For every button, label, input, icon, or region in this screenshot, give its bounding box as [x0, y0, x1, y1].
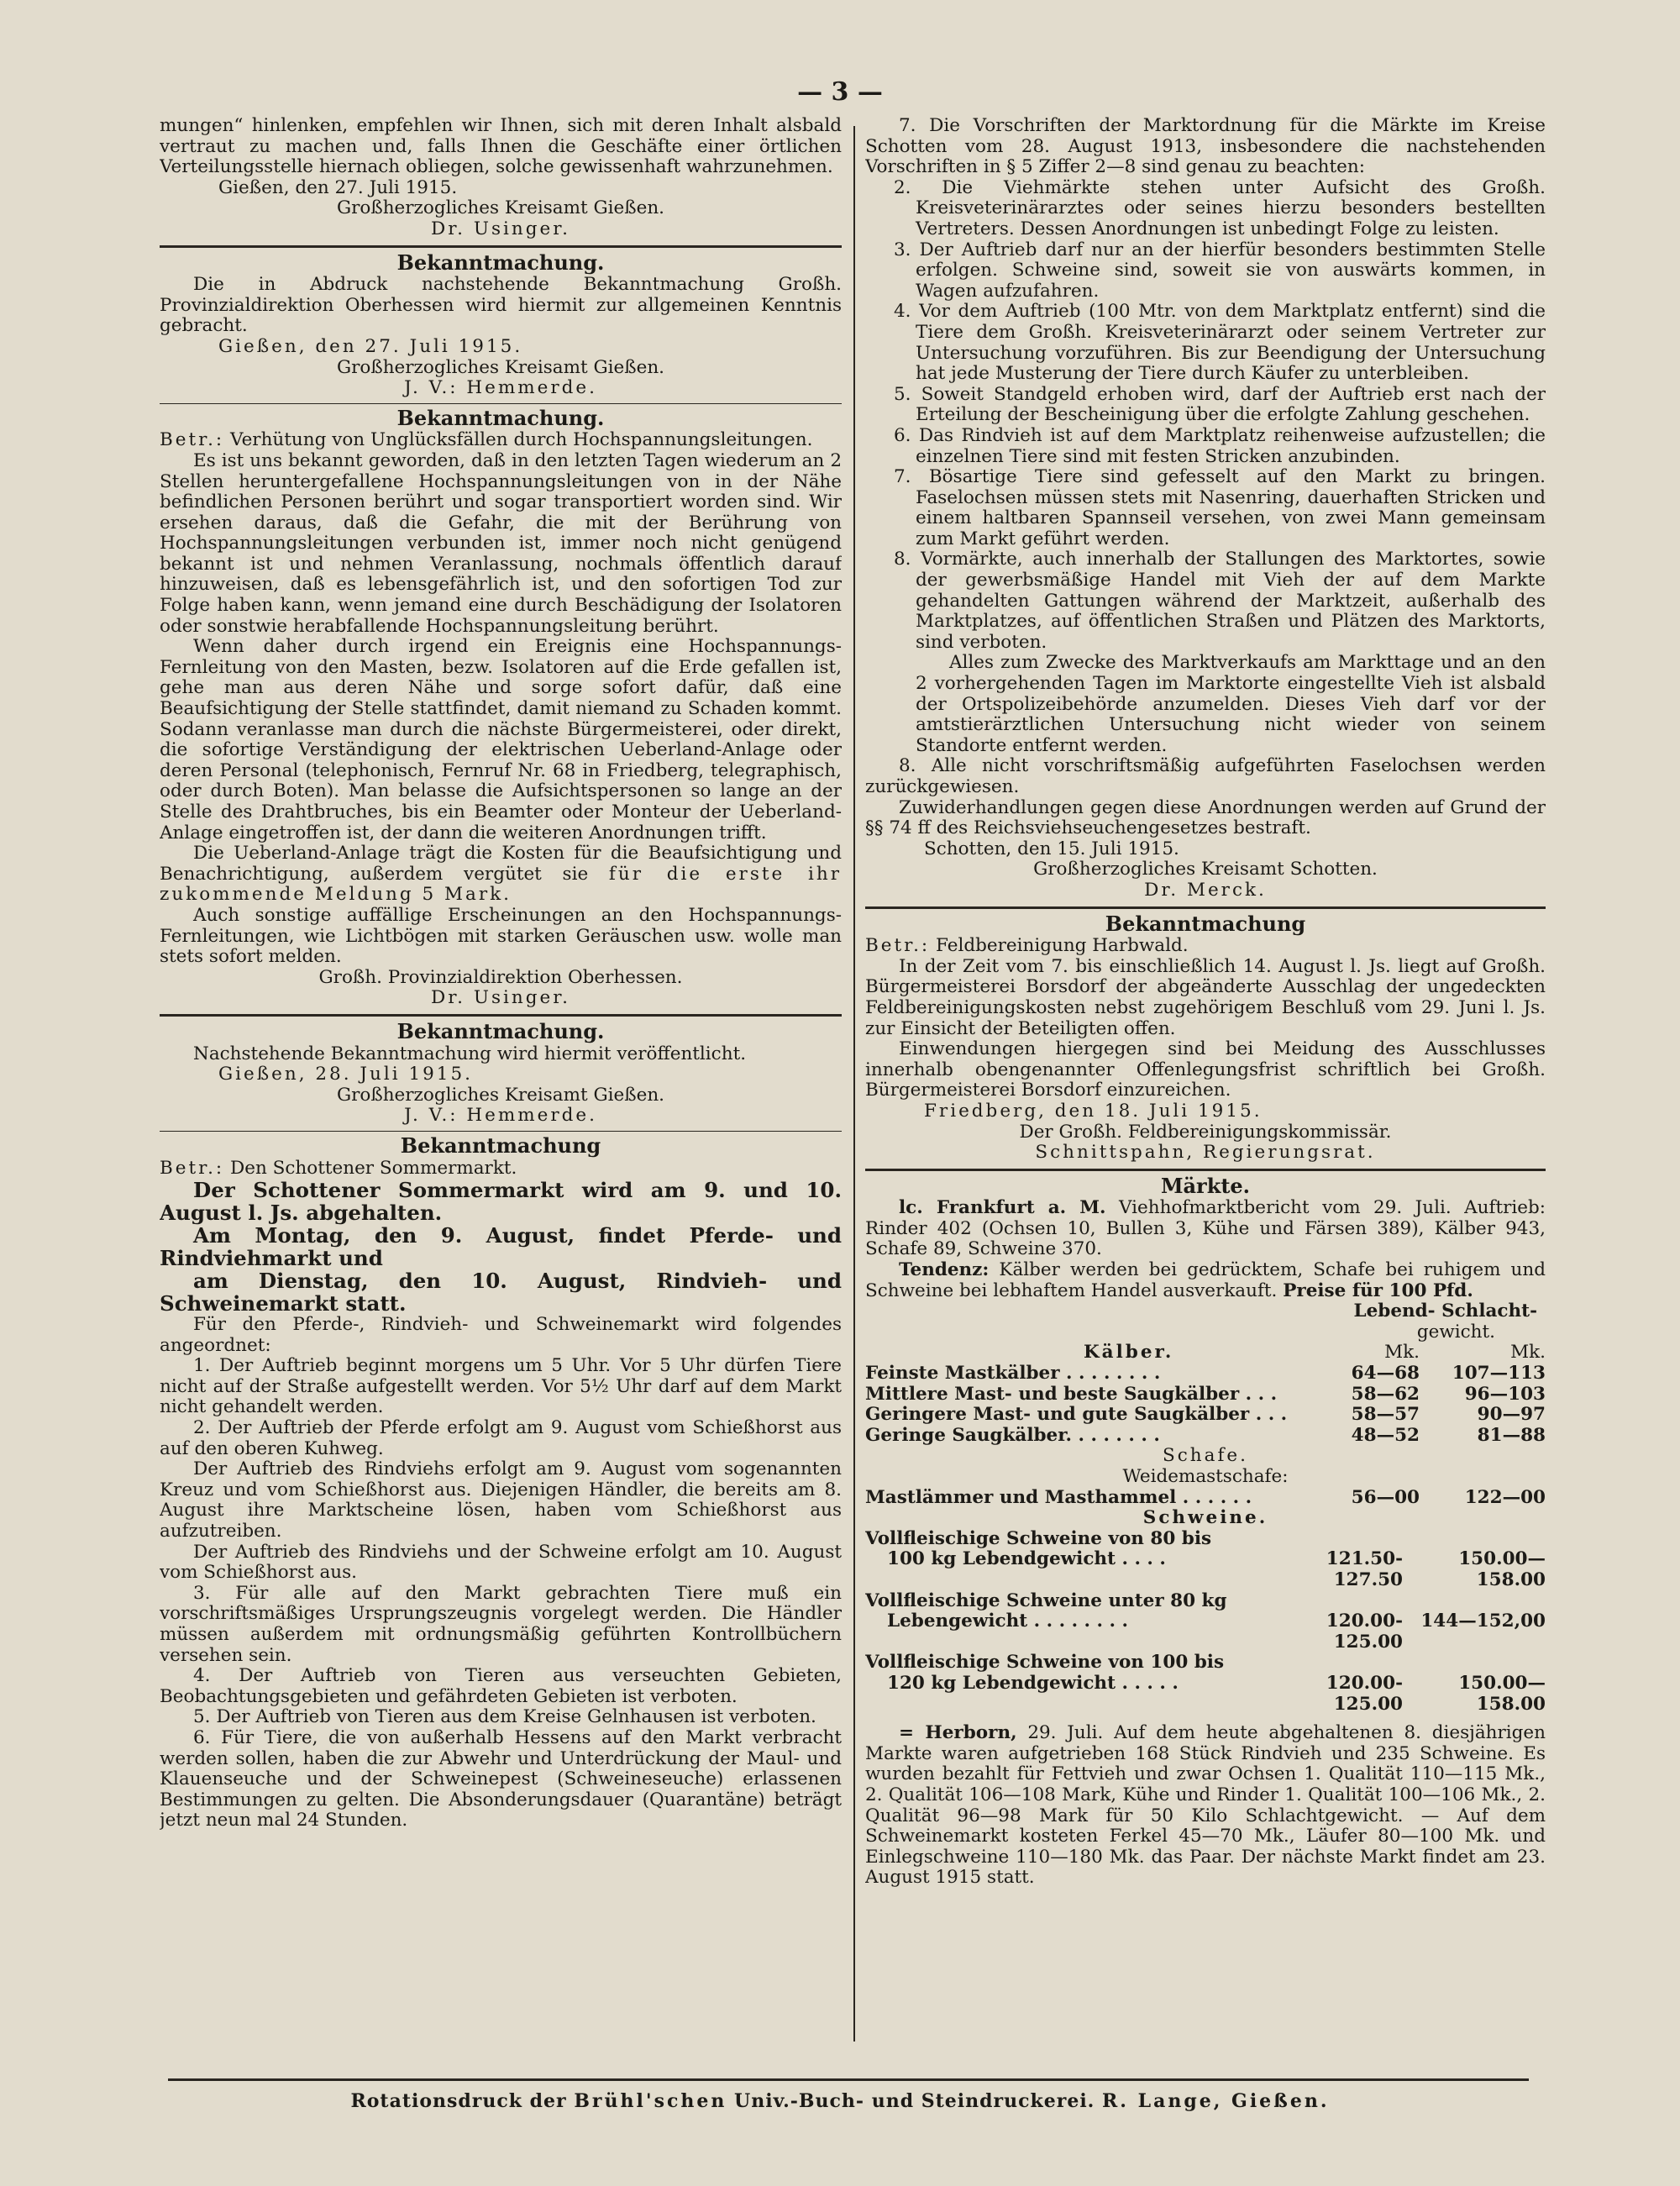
notice-date: Friedberg, den 18. Juli 1915.	[924, 1100, 1263, 1122]
rule-item: 5. Der Auftrieb von Tieren aus dem Kreise Gelnhausen ist verboten.	[193, 1706, 816, 1728]
tendenz-text: Kälber werden bei gedrücktem, Schafe bei ruhigem und Schweine bei lebhaftem Handel ausverkauft.	[865, 1259, 1546, 1301]
row-value-slaughter: 90—97	[1477, 1404, 1546, 1426]
notice-subject	[160, 1159, 842, 1180]
market-announcement: Der Schottener Sommermarkt wird am 9. und 10. August l. Js. abgehalten.	[160, 1178, 842, 1226]
notice-paragraph: Auch sonstige auffällige Erscheinungen an den Hochspannungs-Fernleitungen, wie Lichtbögen mit starken Geräuschen usw. wolle man stets sofort melden.	[160, 904, 842, 968]
sub-rule: 6. Das Rindvieh ist auf dem Marktplatz reihenweise aufzustellen; die einzelnen Tiere sind mit festen Stricken anzubinden.	[894, 424, 1546, 467]
printer-imprint	[0, 2090, 1680, 2112]
unit-label: Mk.	[1510, 1342, 1546, 1364]
row-value-slaughter: 107—113	[1452, 1363, 1546, 1385]
rule-item: Der Auftrieb des Rindviehs und der Schweine erfolgt am 10. August vom Schießhorst aus.	[160, 1541, 842, 1584]
schweine-heading: Schweine.	[1142, 1507, 1268, 1529]
sub-rule: 4. Vor dem Auftrieb (100 Mtr. von dem Marktplatz entfernt) sind die Tiere dem Großh. Kreisveterinärarzt oder seinem Vertreter zur Untersuchung vorzuführen. Bis zur Beendigung der Untersuchung hat jede Musterung der Tiere durch Käufer zu unterbleiben.	[894, 301, 1546, 385]
notice-subject	[865, 936, 1546, 957]
row-value-live: 48—52	[1351, 1424, 1420, 1446]
right-column	[865, 116, 1546, 2050]
table-row	[865, 1364, 1546, 1385]
sub-rule-cont: Alles zum Zwecke des Marktverkaufs am Markttage und an den 2 vorhergehenden Tagen im Marktorte eingestellte Vieh ist alsbald der Ortspolizeibehörde anzumelden. Dieses Vieh darf vor der amtstierärztlichen Untersuchung nicht wieder von seinem Standorte entfernt werden.	[916, 652, 1546, 756]
table-row-head	[865, 1591, 1546, 1612]
row-value-live: 58—57	[1351, 1404, 1420, 1426]
notice-date: Schotten, den 15. Juli 1915.	[924, 838, 1179, 859]
price-heading: Preise für 100 Pfd.	[1283, 1280, 1473, 1301]
notice-paragraph	[160, 843, 842, 906]
notice-signature: Schnittspahn, Regierungsrat.	[1035, 1142, 1376, 1164]
notice-signature: Dr. Merck.	[1144, 879, 1267, 901]
notice-title: Bekanntmachung	[400, 1132, 601, 1158]
row-label: 120 kg Lebendgewicht . . . . .	[887, 1673, 1179, 1694]
row-value-slaughter: 122—00	[1464, 1486, 1546, 1508]
notice-subject	[160, 430, 842, 451]
notice-title: Bekanntmachung.	[396, 405, 605, 430]
imprint-part: R. Lange, Gießen.	[1102, 2090, 1330, 2112]
row-label: Mittlere Mast- und beste Saugkälber . . .	[865, 1384, 1278, 1405]
row-value-slaughter: 144—152,00	[1420, 1611, 1546, 1632]
rule-item: 8. Alle nicht vorschriftsmäßig aufgeführten Faselochsen werden zurückgewiesen.	[865, 755, 1546, 797]
table-row	[865, 1488, 1546, 1509]
imprint-part: Brühl'schen	[574, 2090, 727, 2112]
imprint-part: Rotationsdruck der	[350, 2090, 567, 2112]
sub-rule: 8. Vormärkte, auch innerhalb der Stallungen des Marktortes, sowie der gewerbsmäßige Handel mit Vieh der auf dem Markte gehandelten Gattungen während der Marktzeit, außerhalb des Marktplatzes, auf öffentlichen Straßen und Plätzen des Marktorts, sind verboten.	[894, 549, 1546, 653]
divider	[865, 906, 1546, 909]
notice-title: Bekanntmachung	[1105, 911, 1306, 936]
row-value-live: 121.50-127.50	[1326, 1548, 1403, 1590]
imprint-part: Univ.-Buch- und Steindruckerei.	[734, 2090, 1095, 2112]
price-columns: Lebend- Schlacht-	[1353, 1301, 1537, 1322]
kaelber-heading: Kälber.	[1084, 1343, 1174, 1364]
unit-label: Mk.	[1384, 1342, 1420, 1364]
table-row-head	[865, 1529, 1546, 1550]
row-label: Vollfleischige Schweine von 80 bis	[865, 1528, 1212, 1549]
sub-rule: 3. Der Auftrieb darf nur an der hierfür besonders bestimmten Stelle erfolgen. Schweine sind, soweit sie von auswärts kommen, in Wagen aufzufahren.	[894, 239, 1546, 302]
market-report	[865, 1198, 1546, 1260]
paragraph-part: Die Ueberland-Anlage trägt die Kosten für die Beaufsichtigung und Benachrichtigung, außerdem vergütet sie	[160, 843, 842, 885]
row-label: Vollfleischige Schweine von 100 bis	[865, 1653, 1225, 1674]
notice-date: Gießen, den 27. Juli 1915.	[218, 335, 523, 357]
schweine-price-table	[865, 1529, 1546, 1715]
paragraph-emph: für die erste ihr zukommende Meldung 5 Mark.	[160, 863, 842, 906]
markets-title: Märkte.	[1160, 1173, 1251, 1198]
table-row	[865, 1549, 1546, 1590]
betr-text: Verhütung von Unglücksfällen durch Hochspannungsleitungen.	[230, 429, 813, 451]
left-column	[160, 116, 842, 2050]
betr-label: Betr.:	[160, 429, 225, 451]
table-row-head	[865, 1653, 1546, 1674]
notice-paragraph: Zuwiderhandlungen gegen diese Anordnungen werden auf Grund der §§ 74 ff des Reichsviehseuchengesetzes bestraft.	[865, 796, 1546, 839]
divider	[865, 1169, 1546, 1171]
notice-title: Bekanntmachung.	[396, 1018, 605, 1043]
row-label: Lebengewicht . . . . . . . .	[887, 1611, 1128, 1632]
notice-text: Die in Abdruck nachstehende Bekanntmachung Großh. Provinzialdirektion Oberhessen wird hiermit zur allgemeinen Kenntnis gebracht.	[160, 274, 842, 337]
notice-paragraph: Wenn daher durch irgend ein Ereignis eine Hochspannungs-Fernleitung von den Masten, bezw. Isolatoren auf die Erde gefallen ist, gehe man aus deren Nähe und sorge sofort dafür, daß eine Beaufsichtigung der Stelle stattfindet, damit niemand zu Schaden kommt. Sodann veranlasse man durch die nächste Bürgermeisterei, oder direkt, die sofortige Verständigung der elektrischen Ueberland-Anlage oder deren Personal (telephonisch, Fernruf Nr. 68 in Friedberg, telegraphisch, oder durch Boten). Man belasse die Aufsichtspersonen so lange an der Stelle des Drahtbruches, bis ein Beamter oder Monteur der Ueberland-Anlage eingetroffen ist, der dann die weiteren Anordnungen trifft.	[160, 636, 842, 843]
sub-rule: 2. Die Viehmärkte stehen unter Aufsicht des Großh. Kreisveterinärarztes oder seines hierzu besonders bestellten Vertreters. Dessen Anordnungen ist unbedingt Folge zu leisten.	[894, 176, 1546, 239]
notice-signature: J. V.: Hemmerde.	[404, 377, 597, 399]
notice-paragraph: In der Zeit vom 7. bis einschließlich 14. August l. Js. liegt auf Großh. Bürgermeisterei Borsdorf der abgeänderte Ausschlag der ungedeckten Feldbereinigungskosten nebst zugehörigem Beschluß vom 29. Juni l. Js. zur Einsicht der Beteiligten offen.	[865, 955, 1546, 1039]
row-label: Mastlämmer und Masthammel . . . . . .	[865, 1487, 1252, 1508]
row-value-slaughter: 150.00—158.00	[1458, 1672, 1546, 1715]
notice-signature: J. V.: Hemmerde.	[404, 1105, 597, 1127]
notice-paragraph: Es ist uns bekannt geworden, daß in den letzten Tagen wiederum an 2 Stellen heruntergefallene Hochspannungsleitungen von in der Nähe befindlichen Personen berührt und sogar transportiert worden sind. Wir ersehen daraus, daß die Gefahr, die mit der Berührung von Hochspannungsleitungen verbunden ist, immer noch nicht genügend bekannt ist und nehmen Veranlassung, nochmals öffentlich darauf hinzuweisen, daß es lebensgefährlich ist, und den sofortigen Tod zur Folge haben kann, wenn jemand eine durch Beschädigung der Isolatoren oder sonstwie herabfallende Hochspannungsleitung berührt.	[160, 449, 842, 637]
market-tendency	[865, 1260, 1546, 1301]
divider	[160, 1131, 842, 1132]
rule-item: 6. Für Tiere, die von außerhalb Hessens auf den Markt verbracht werden sollen, haben die zur Abwehr und Unterdrückung der Maul- und Klauenseuche und der Schweinepest (Schweineseuche) erlassenen Bestimmungen zu gelten. Die Absonderungsdauer (Quarantäne) beträgt jetzt neun mal 24 Stunden.	[160, 1726, 842, 1831]
market-place: lc. Frankfurt a. M.	[899, 1197, 1106, 1219]
page-number: — 3 —	[797, 77, 883, 107]
market-report	[865, 1723, 1546, 1889]
row-value-live: 56—00	[1351, 1486, 1420, 1508]
sub-rule: 7. Bösartige Tiere sind gefesselt auf den Markt zu bringen. Faselochsen müssen stets mit Nasenring, dauerhaften Stricken und einem haltbaren Spannseil versehen, von zwei Mann gemeinsam zum Markt geführt werden.	[894, 466, 1546, 549]
row-value-live: 120.00-125.00	[1326, 1611, 1403, 1653]
notice-paragraph: Für den Pferde-, Rindvieh- und Schweinemarkt wird folgendes angeordnet:	[160, 1314, 842, 1356]
betr-label: Betr.:	[865, 935, 931, 957]
column-divider	[853, 126, 855, 2041]
market-report-text: 29. Juli. Auf dem heute abgehaltenen 8. diesjährigen Markte waren aufgetrieben 168 Stück Rindvieh und 235 Schweine. Es wurden bezahlt für Fettvieh und zwar Ochsen 1. Qualität 110—115 Mk., 2. Qualität 106—108 Mark, Kühe und Rinder 1. Qualität 100—106 Mk., 2. Qualität 96—98 Mark für 50 Kilo Schlachtgewicht. — Auf dem Schweinemarkt kosteten Ferkel 45—70 Mk., Läufer 80—100 Mk. und Einlegschweine 110—180 Mk. das Paar. Der nächste Markt findet am 23. August 1915 statt.	[865, 1722, 1546, 1889]
tendenz-label: Tendenz:	[899, 1259, 990, 1281]
notice-office: Großherzogliches Kreisamt Schotten.	[1033, 859, 1378, 880]
row-label: Geringere Mast- und gute Saugkälber . . .	[865, 1405, 1288, 1426]
rule-item: 2. Der Auftrieb der Pferde erfolgt am 9. August vom Schießhorst aus auf den oberen Kuhweg.	[160, 1417, 842, 1459]
betr-text: Feldbereinigung Harbwald.	[936, 935, 1189, 957]
market-announcement: Am Montag, den 9. August, findet Pferde- und Rindviehmarkt und	[160, 1223, 842, 1271]
row-label: Feinste Mastkälber . . . . . . . .	[865, 1364, 1161, 1385]
footer-rule	[168, 2078, 1529, 2081]
rule-item: 1. Der Auftrieb beginnt morgens um 5 Uhr. Vor 5 Uhr dürfen Tiere nicht auf der Straße aufgestellt werden. Vor 5½ Uhr darf auf dem Markt nicht gehandelt werden.	[160, 1355, 842, 1418]
intro-signature: Dr. Usinger.	[431, 218, 570, 239]
price-subhead-row	[865, 1343, 1546, 1364]
market-report-text: Viehhofmarktbericht vom 29. Juli. Auftrieb: Rinder 402 (Ochsen 10, Bullen 3, Kühe und Färsen 389), Kälber 943, Schafe 89, Schweine 370.	[865, 1197, 1546, 1260]
row-label: Geringe Saugkälber. . . . . . . .	[865, 1425, 1160, 1446]
table-row	[865, 1426, 1546, 1447]
betr-label: Betr.:	[160, 1157, 225, 1179]
notice-signature: Dr. Usinger.	[431, 987, 570, 1009]
divider	[160, 1014, 842, 1017]
sub-rule: 5. Soweit Standgeld erhoben wird, darf der Auftrieb erst nach der Erteilung der Bescheinigung über die erfolgte Zahlung geschehen.	[894, 383, 1546, 426]
price-columns-2: gewicht.	[1416, 1321, 1495, 1343]
notice-date: Gießen, 28. Juli 1915.	[218, 1064, 474, 1085]
rule-item: 7. Die Vorschriften der Marktordnung für die Märkte im Kreise Schotten vom 28. August 1913, insbesondere die nachstehenden Vorschriften in § 5 Ziffer 2—8 sind genau zu beachten:	[865, 116, 1546, 178]
notice-office: Der Großh. Feldbereinigungskommissär.	[1019, 1121, 1392, 1143]
table-row	[865, 1405, 1546, 1426]
row-value-slaughter: 96—103	[1464, 1383, 1546, 1405]
notice-office: Großherzogliches Kreisamt Gießen.	[336, 356, 665, 378]
schafe-heading: Schafe.	[1163, 1445, 1248, 1467]
market-place: = Herborn,	[899, 1722, 1017, 1744]
betr-text: Den Schottener Sommermarkt.	[230, 1157, 517, 1179]
row-value-slaughter: 150.00—158.00	[1458, 1548, 1546, 1590]
divider	[160, 245, 842, 248]
intro-office: Großherzogliches Kreisamt Gießen.	[336, 197, 665, 219]
row-value-live: 120.00-125.00	[1326, 1672, 1403, 1715]
notice-text: Nachstehende Bekanntmachung wird hiermit veröffentlicht.	[193, 1043, 747, 1064]
intro-date: Gießen, den 27. Juli 1915.	[218, 176, 458, 198]
market-announcement: am Dienstag, den 10. August, Rindvieh- und Schweinemarkt statt.	[160, 1269, 842, 1316]
table-row	[865, 1674, 1546, 1715]
weide-heading: Weidemastschafe:	[1122, 1466, 1289, 1487]
table-row	[865, 1385, 1546, 1406]
rule-item: 4. Der Auftrieb von Tieren aus verseuchten Gebieten, Beobachtungsgebieten und gefährdeten Gebieten ist verboten.	[160, 1665, 842, 1707]
notice-title: Bekanntmachung.	[396, 250, 605, 275]
notice-office: Großherzogliches Kreisamt Gießen.	[336, 1084, 665, 1106]
kaelber-price-table	[865, 1364, 1546, 1446]
row-label: 100 kg Lebendgewicht . . . .	[887, 1549, 1166, 1570]
rule-item: Der Auftrieb des Rindviehs erfolgt am 9. August vom sogenannten Kreuz und vom Schießhorst aus. Diejenigen Händler, die bereits am 8. August ihre Marktscheine lösen, haben vom Schießhorst aus aufzutreiben.	[160, 1458, 842, 1542]
rule-item: 3. Für alle auf den Markt gebrachten Tiere muß ein vorschriftsmäßiges Ursprungszeugnis vorgelegt werden. Die Händler müssen außerdem mit ordnungsmäßig geführten Kontrollbüchern versehen sein.	[160, 1582, 842, 1666]
notice-paragraph: Einwendungen hiergegen sind bei Meidung des Ausschlusses innerhalb obengenannter Offenlegungsfrist schriftlich bei Großh. Bürgermeisterei Borsdorf einzureichen.	[865, 1038, 1546, 1101]
row-label: Vollfleischige Schweine unter 80 kg	[865, 1590, 1227, 1611]
row-value-slaughter: 81—88	[1477, 1424, 1546, 1446]
notice-office: Großh. Provinzialdirektion Oberhessen.	[318, 966, 683, 988]
divider	[160, 403, 842, 404]
intro-text: mungen“ hinlenken, empfehlen wir Ihnen, sich mit deren Inhalt alsbald vertraut zu machen und, falls Ihnen die Geschäfte einer örtlichen Verteilungsstelle hiernach obliegen, solche gewissenhaft wahrzunehmen.	[160, 116, 842, 178]
table-row	[865, 1611, 1546, 1653]
row-value-live: 64—68	[1351, 1363, 1420, 1385]
row-value-live: 58—62	[1351, 1383, 1420, 1405]
